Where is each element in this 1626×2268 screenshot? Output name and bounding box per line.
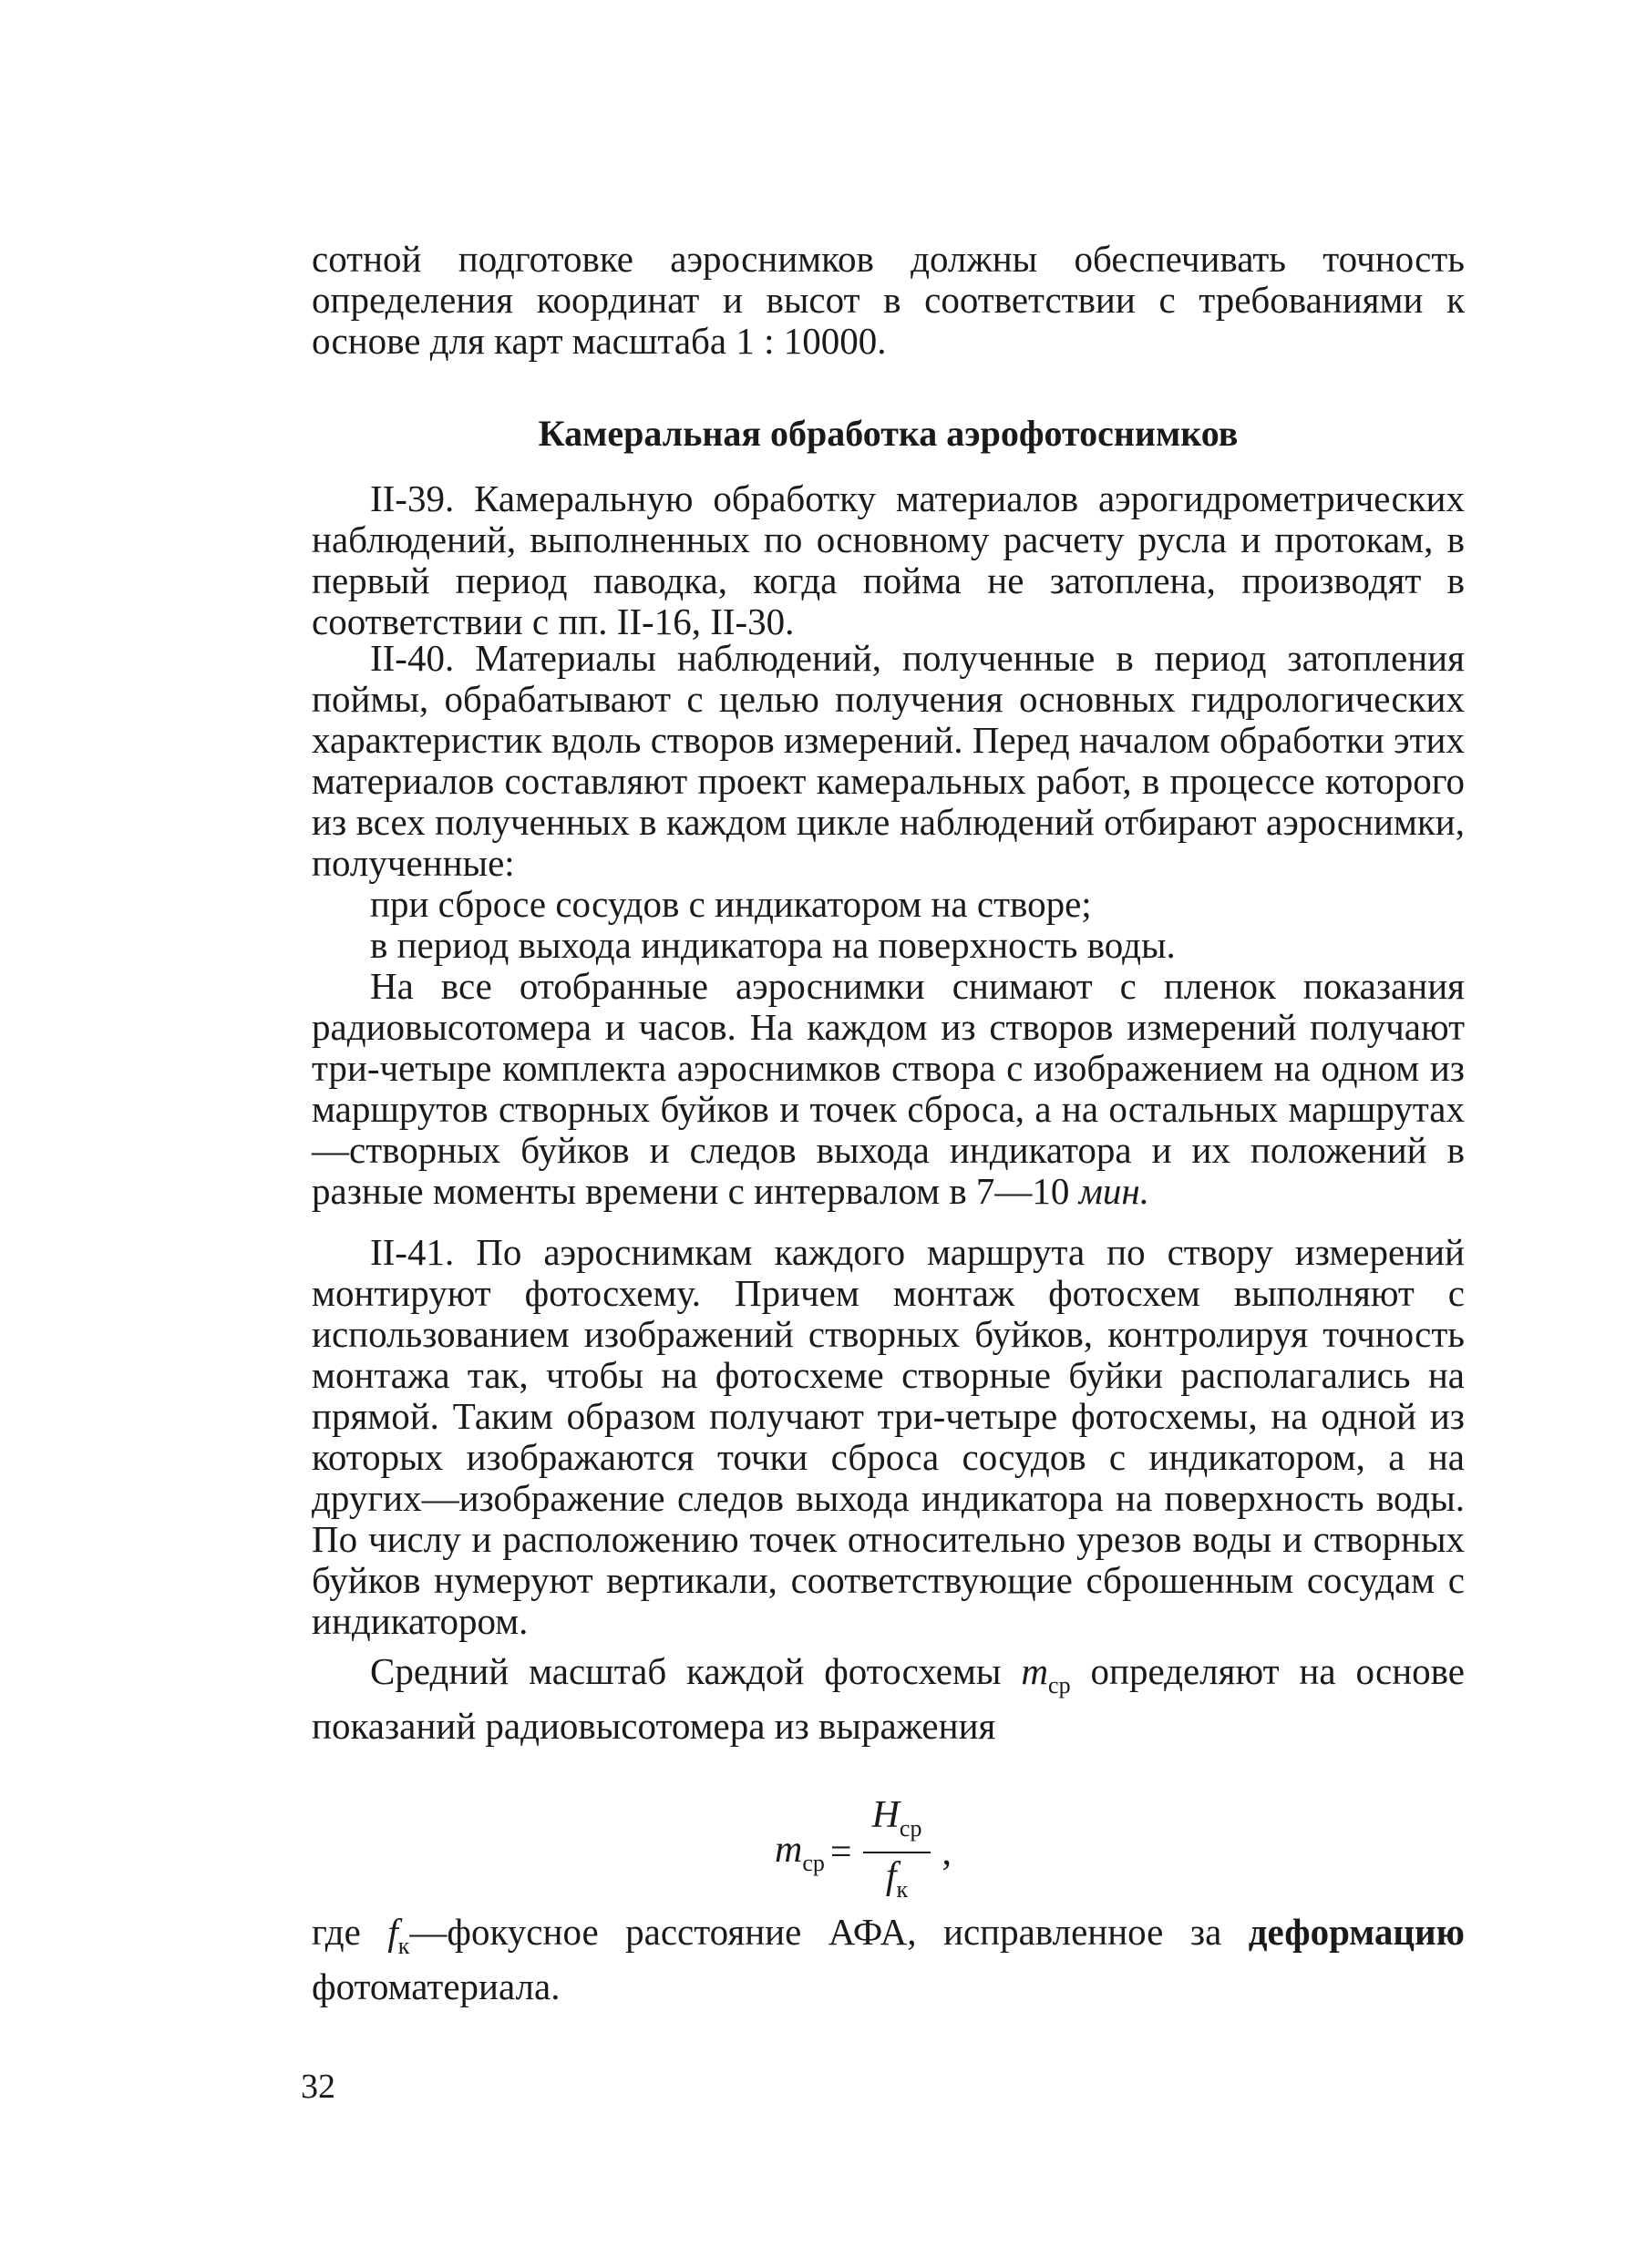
formula-numerator: $H_{ср}$ [863, 1794, 931, 1853]
where-text-end: фотоматериала. [312, 1965, 561, 2007]
paragraph-ii-40-text: II-40. Материалы наблюдений, полученные в период затопления поймы, обрабатывают с целью получения основных гидрологических характеристик вдоль створов измерений. Перед началом обработки этих материалов составляют проект камеральных работ, в процессе которого из всех полученных в каждом цикле наблюдений отбирают аэроснимки, полученные: [312, 637, 1465, 884]
paragraph-ii-41 [312, 1232, 1465, 1747]
list-item: в период выхода индикатора на поверхность воды. [370, 924, 1176, 966]
where-prefix: где [312, 1911, 361, 1953]
paragraph-ii-39 [312, 478, 1465, 642]
paragraph-ii-39-text: II-39. Камеральную обработку материалов аэрогидрометрических наблюдений, выполненных по основному расчету русла и протокам, в первый период паводка, когда пойма не затоплена, производят в соответствии с пп. II-16, II-30. [312, 477, 1465, 642]
formula-fraction [863, 1794, 931, 1911]
scale-text-before: Средний масштаб каждой фотосхемы [370, 1650, 1002, 1692]
formula-lhs: $m_{ср}$ [775, 1829, 825, 1876]
where-bold-word: деформацию [1248, 1911, 1465, 1953]
where-clause [312, 1912, 1465, 2007]
paragraph-ii-40 [312, 638, 1465, 1212]
scale-formula [775, 1794, 957, 1903]
formula-equals: = [829, 1832, 852, 1873]
continuation-text: На все отобранные аэроснимки снимают с пленок показания радиовысотомера и часов. На каждом из створов измерений получают три-четыре комплекта аэроснимков створа с изображением на одном из маршрутов створных буйков и точек сброса, а на остальных маршрутах—створных буйков и следов выхода индикатора и их положений в разные моменты времени с интервалом в 7—10 [312, 965, 1465, 1212]
where-text: —фокусное расстояние АФА, исправленное за [409, 1911, 1222, 1953]
where-variable: $f_к$ [387, 1911, 410, 1959]
list-item: при сбросе сосудов с индикатором на створе; [370, 883, 1092, 925]
page-number: 32 [301, 2068, 335, 2106]
scale-sentence [312, 1651, 1465, 1747]
section-heading: Камеральная обработка аэрофотоснимков [538, 413, 1239, 454]
unit-minutes: мин. [1078, 1170, 1149, 1212]
intro-paragraph [312, 239, 1465, 362]
intro-text: сотной подготовке аэроснимков должны обеспечивать точность определения координат и высот в соответствии с требованиями к основе для карт масштаба 1 : 10000. [312, 238, 1465, 362]
paragraph-ii-41-text: II-41. По аэроснимкам каждого маршрута по створу измерений монтируют фотосхему. Причем монтаж фотосхем выполняют с использованием изображений створных буйков, контролируя точность монтажа так, чтобы на фотосхеме створные буйки располагались на прямой. Таким образом получают три-четыре фотосхемы, на одной из которых изображаются точки сброса сосудов с индикатором, а на других—изображение следов выхода индикатора на поверхность воды. По числу и расположению точек относительно урезов воды и створных буйков нумеруют вертикали, соответствующие сброшенным сосудам с индикатором. [312, 1231, 1465, 1642]
scale-text-after: определяют на основе показаний радиовысотомера из выражения [312, 1650, 1465, 1747]
formula-tail: , [942, 1832, 952, 1873]
scale-variable: $m_{ср}$ [1021, 1650, 1071, 1698]
formula-denominator: $f_к$ [885, 1855, 909, 1903]
paragraph-ii-40-continuation [312, 966, 1465, 1212]
